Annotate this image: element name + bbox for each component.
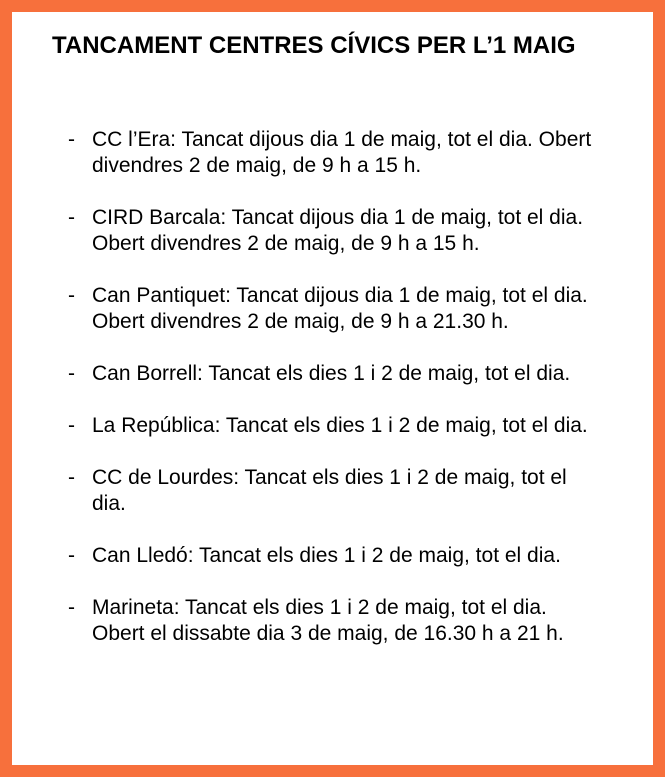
dash-bullet: - xyxy=(68,127,75,151)
page-title: TANCAMENT CENTRES CÍVICS PER L’1 MAIG xyxy=(52,32,576,59)
closure-list xyxy=(52,127,653,647)
notice-content xyxy=(12,12,653,647)
list-item xyxy=(52,595,599,647)
closure-text: CIRD Barcala: Tancat dijous dia 1 de maig, tot el dia. Obert divendres 2 de maig, de 9 h a 15 h. xyxy=(92,205,584,255)
list-item xyxy=(52,413,599,439)
list-item xyxy=(52,283,599,335)
dash-bullet: - xyxy=(68,413,75,437)
dash-bullet: - xyxy=(68,465,75,489)
list-item xyxy=(52,361,599,387)
closure-text: Can Pantiquet: Tancat dijous dia 1 de maig, tot el dia. Obert divendres 2 de maig, de 9 h a 21.30 h. xyxy=(92,283,588,333)
closure-text: CC de Lourdes: Tancat els dies 1 i 2 de maig, tot el dia. xyxy=(92,465,567,515)
dash-bullet: - xyxy=(68,595,75,619)
closure-text: La República: Tancat els dies 1 i 2 de maig, tot el dia. xyxy=(92,413,588,437)
dash-bullet: - xyxy=(68,543,75,567)
list-item xyxy=(52,205,599,257)
list-item xyxy=(52,543,599,569)
closure-text: Can Lledó: Tancat els dies 1 i 2 de maig, tot el dia. xyxy=(92,543,561,567)
list-item xyxy=(52,465,599,517)
dash-bullet: - xyxy=(68,283,75,307)
list-item xyxy=(52,127,599,179)
dash-bullet: - xyxy=(68,361,75,385)
closure-text: Marineta: Tancat els dies 1 i 2 de maig, tot el dia. Obert el dissabte dia 3 de maig, de 16.30 h a 21 h. xyxy=(92,595,564,645)
dash-bullet: - xyxy=(68,205,75,229)
closure-text: CC l’Era: Tancat dijous dia 1 de maig, tot el dia. Obert divendres 2 de maig, de 9 h a 15 h. xyxy=(92,127,592,177)
closure-text: Can Borrell: Tancat els dies 1 i 2 de maig, tot el dia. xyxy=(92,361,571,385)
